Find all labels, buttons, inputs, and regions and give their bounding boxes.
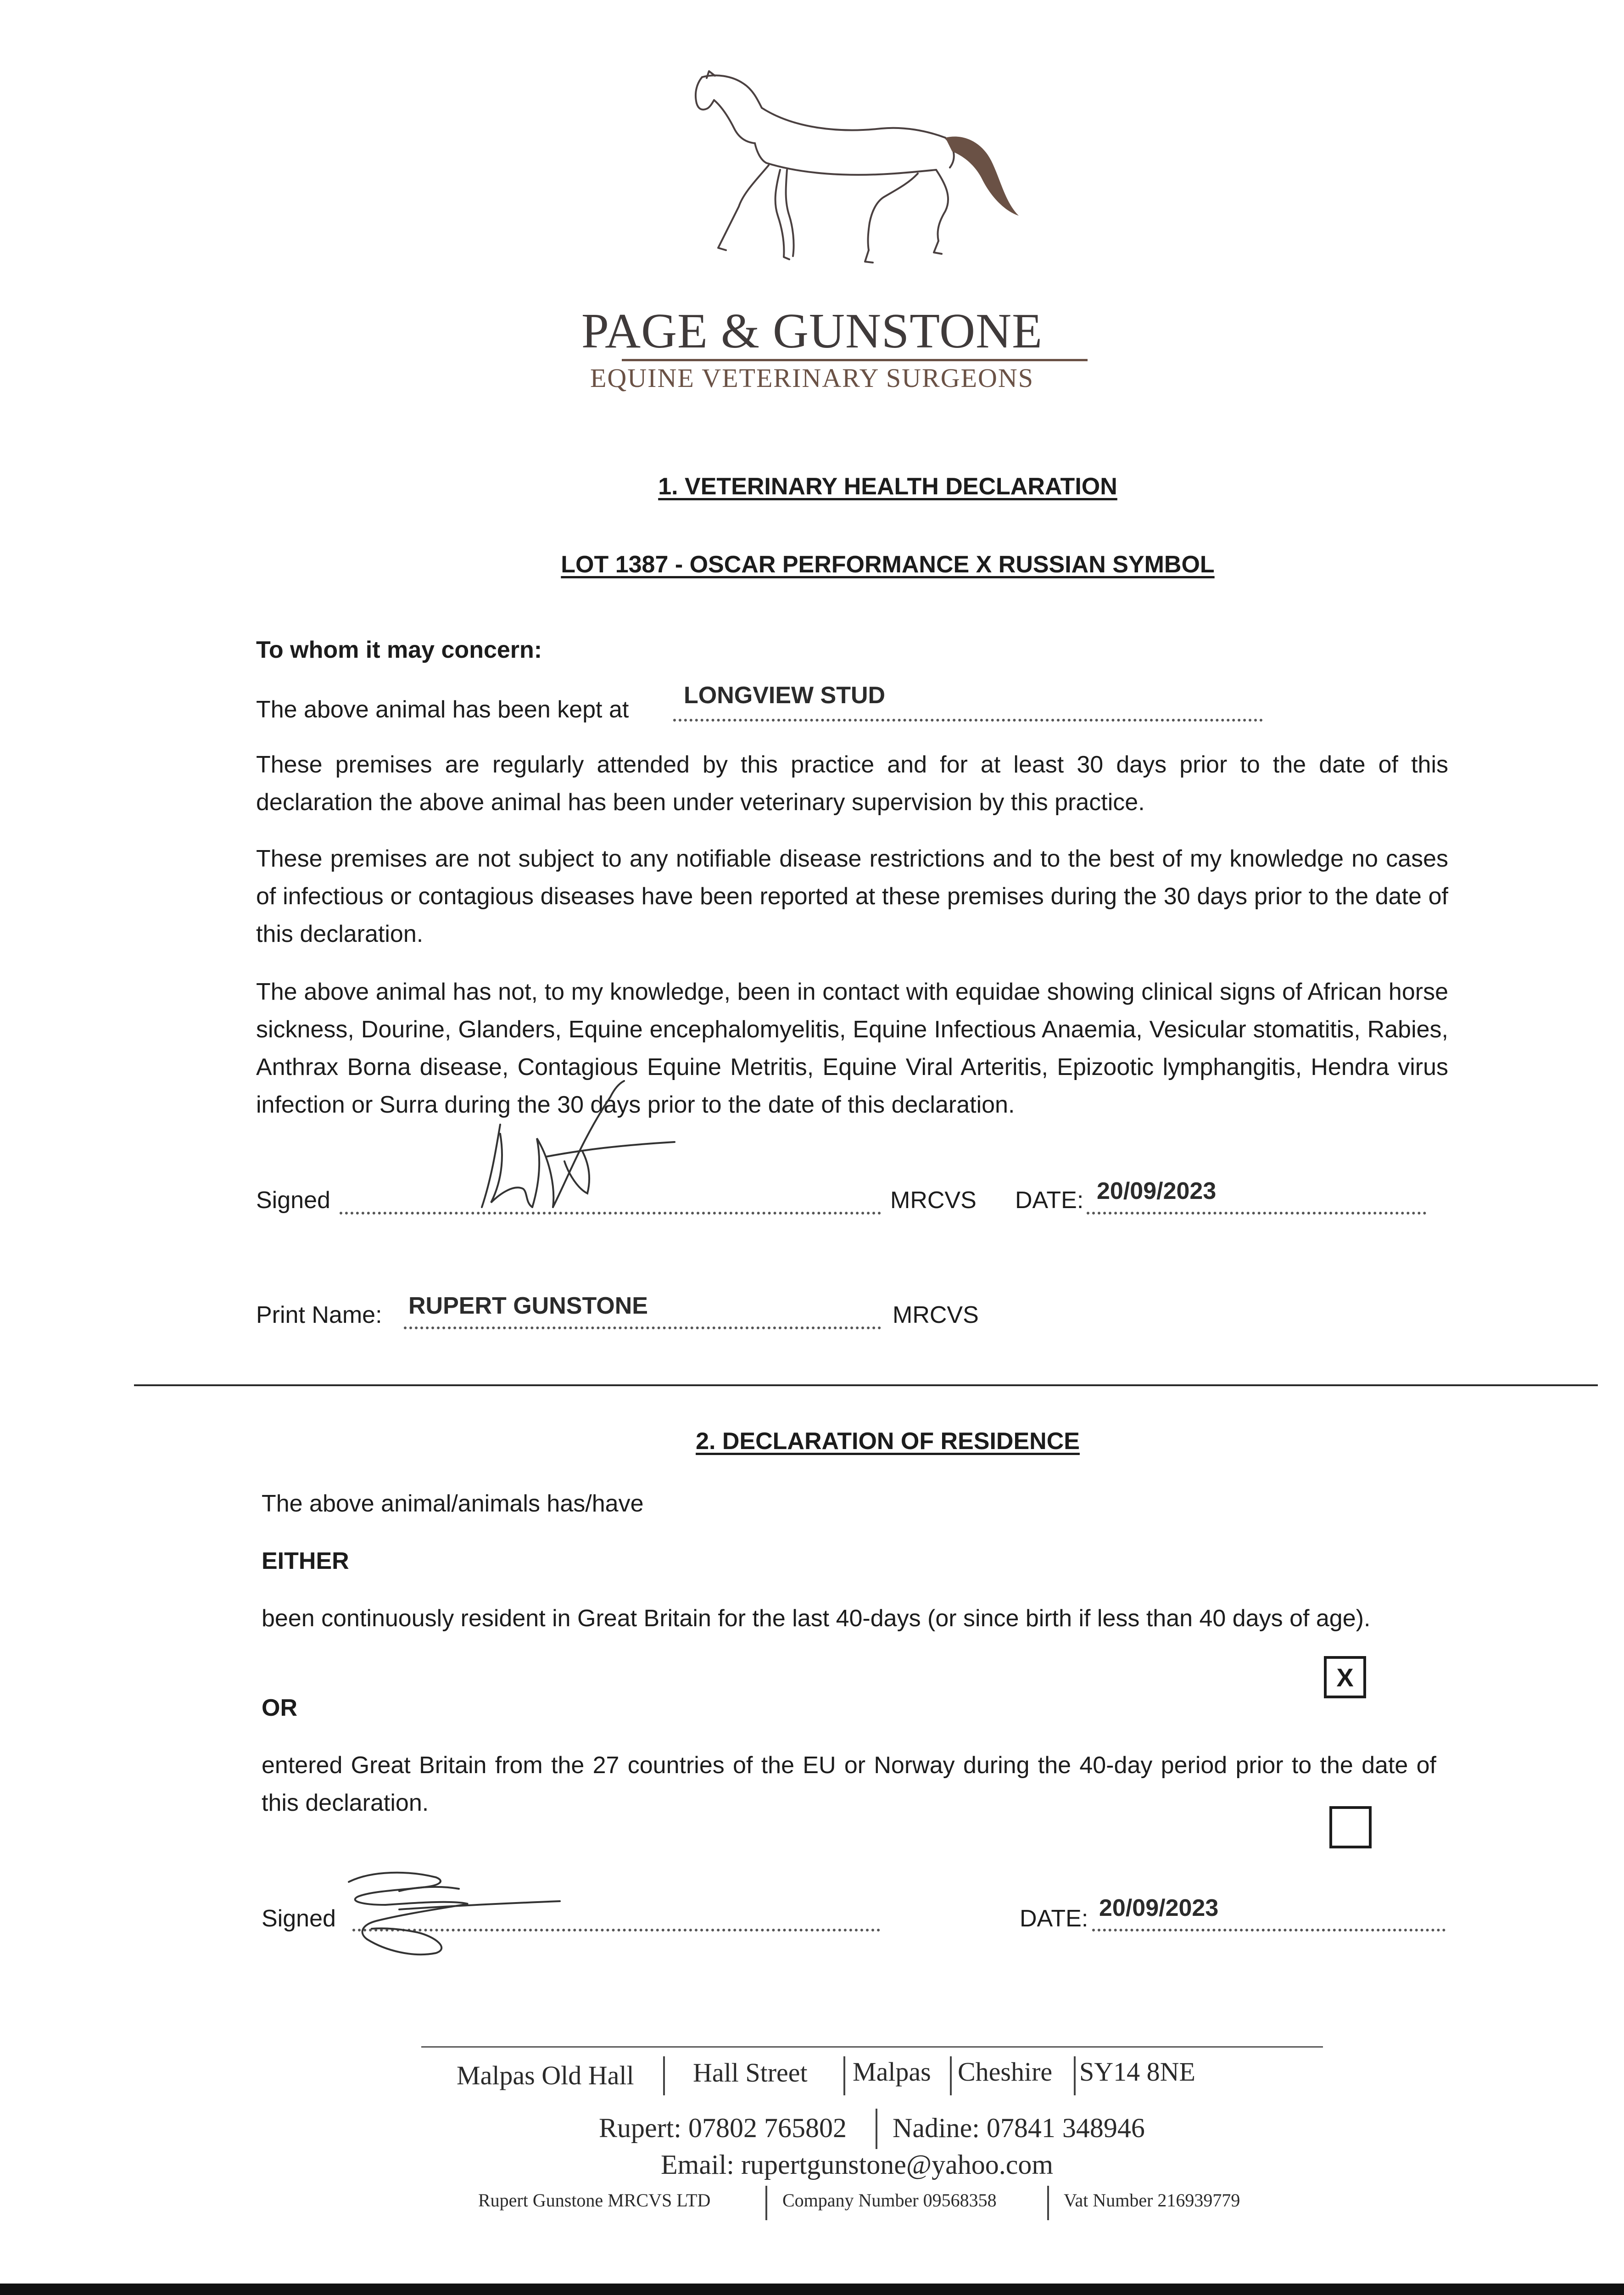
print-name-dotted-line xyxy=(404,1327,881,1329)
brand-divider xyxy=(622,359,1088,361)
footer-address-3: Malpas xyxy=(853,2057,931,2087)
footer-rule xyxy=(421,2046,1323,2048)
date-dotted-line xyxy=(1087,1212,1426,1215)
footer-company: Rupert Gunstone MRCVS LTD xyxy=(478,2190,711,2211)
print-name-label: Print Name: xyxy=(256,1302,382,1328)
footer-address-5: SY14 8NE xyxy=(1079,2057,1195,2087)
option2-text: entered Great Britain from the 27 countries of the EU or Norway during the 40-day period prior to the date of this declaration. xyxy=(262,1752,1436,1816)
footer-separator xyxy=(843,2056,845,2095)
footer-address-4: Cheshire xyxy=(958,2057,1053,2087)
kept-at-dotted-line xyxy=(673,719,1263,722)
paragraph-contact: The above animal has not, to my knowledge, been in contact with equidae showing clinical signs of African horse sickness, Dourine, Glanders, Equine encephalomyelitis, Equine Infectious Anaemia, Vesicular stomatitis, Rabies, Anthrax Borna disease, Contagious Equine Metritis, Equine Viral Arteritis, Epizootic lymphangitis, Hendra virus infection or Surra during the 30 days prior to the date of this declaration. xyxy=(256,979,1448,1118)
or-label: OR xyxy=(262,1695,297,1721)
residence-date-value[interactable]: 20/09/2023 xyxy=(1099,1895,1219,1921)
footer-vat-number: Vat Number 216939779 xyxy=(1064,2190,1240,2211)
footer-phone-rupert[interactable]: Rupert: 07802 765802 xyxy=(599,2113,847,2143)
signature-rupert[interactable] xyxy=(473,1069,688,1226)
section1-heading: 1. VETERINARY HEALTH DECLARATION xyxy=(658,473,1117,500)
brand-subtitle: EQUINE VETERINARY SURGEONS xyxy=(590,363,1034,393)
residence-date-label: DATE: xyxy=(1020,1905,1088,1932)
option1-text: been continuously resident in Great Britain for the last 40-days (or since birth if less than 40 days of age). xyxy=(262,1605,1371,1632)
lot-title: LOT 1387 - OSCAR PERFORMANCE X RUSSIAN SYMBOL xyxy=(561,551,1215,578)
signature-residence[interactable] xyxy=(330,1859,569,1965)
footer-separator xyxy=(1047,2186,1049,2220)
footer-separator xyxy=(663,2056,665,2095)
section-divider xyxy=(134,1384,1598,1386)
footer-address-1: Malpas Old Hall xyxy=(457,2060,634,2090)
date-value[interactable]: 20/09/2023 xyxy=(1097,1178,1217,1204)
date-label: DATE: xyxy=(1015,1187,1084,1214)
scan-edge xyxy=(0,2284,1624,2295)
paragraph-supervision: These premises are regularly attended by this practice and for at least 30 days prior to the date of this declaration the above animal has been under veterinary supervision by this practice. xyxy=(256,751,1448,816)
kept-at-value[interactable]: LONGVIEW STUD xyxy=(684,682,886,709)
footer-separator xyxy=(876,2109,877,2149)
paragraph-restrictions: These premises are not subject to any notifiable disease restrictions and to the best of my knowledge no cases of infectious or contagious diseases have been reported at these premises during the 30 days prior to the date of this declaration. xyxy=(256,845,1448,947)
footer-separator xyxy=(950,2056,952,2095)
signed-mrcvs-label: MRCVS xyxy=(890,1187,977,1214)
footer-company-number: Company Number 09568358 xyxy=(782,2190,997,2211)
section2-heading: 2. DECLARATION OF RESIDENCE xyxy=(696,1428,1080,1455)
print-name-value[interactable]: RUPERT GUNSTONE xyxy=(408,1293,648,1319)
print-mrcvs-label: MRCVS xyxy=(893,1302,979,1328)
greeting: To whom it may concern: xyxy=(256,637,542,663)
footer-separator xyxy=(765,2186,767,2220)
footer-email[interactable]: Email: rupertgunstone@yahoo.com xyxy=(661,2149,1054,2180)
either-label: EITHER xyxy=(262,1548,349,1574)
option2-checkbox[interactable] xyxy=(1329,1806,1372,1848)
option1-checkbox[interactable]: X xyxy=(1324,1656,1366,1698)
horse-logo-icon xyxy=(688,64,1055,308)
residence-signed-label: Signed xyxy=(262,1905,336,1932)
kept-at-label: The above animal has been kept at xyxy=(256,696,629,723)
signed-label: Signed xyxy=(256,1187,330,1214)
residence-intro: The above animal/animals has/have xyxy=(262,1490,644,1517)
footer-address-2: Hall Street xyxy=(693,2058,808,2088)
brand-name: PAGE & GUNSTONE xyxy=(581,304,1043,358)
footer-separator xyxy=(1074,2056,1076,2095)
footer-phone-nadine[interactable]: Nadine: 07841 348946 xyxy=(893,2113,1145,2143)
residence-date-dotted-line xyxy=(1092,1929,1445,1931)
